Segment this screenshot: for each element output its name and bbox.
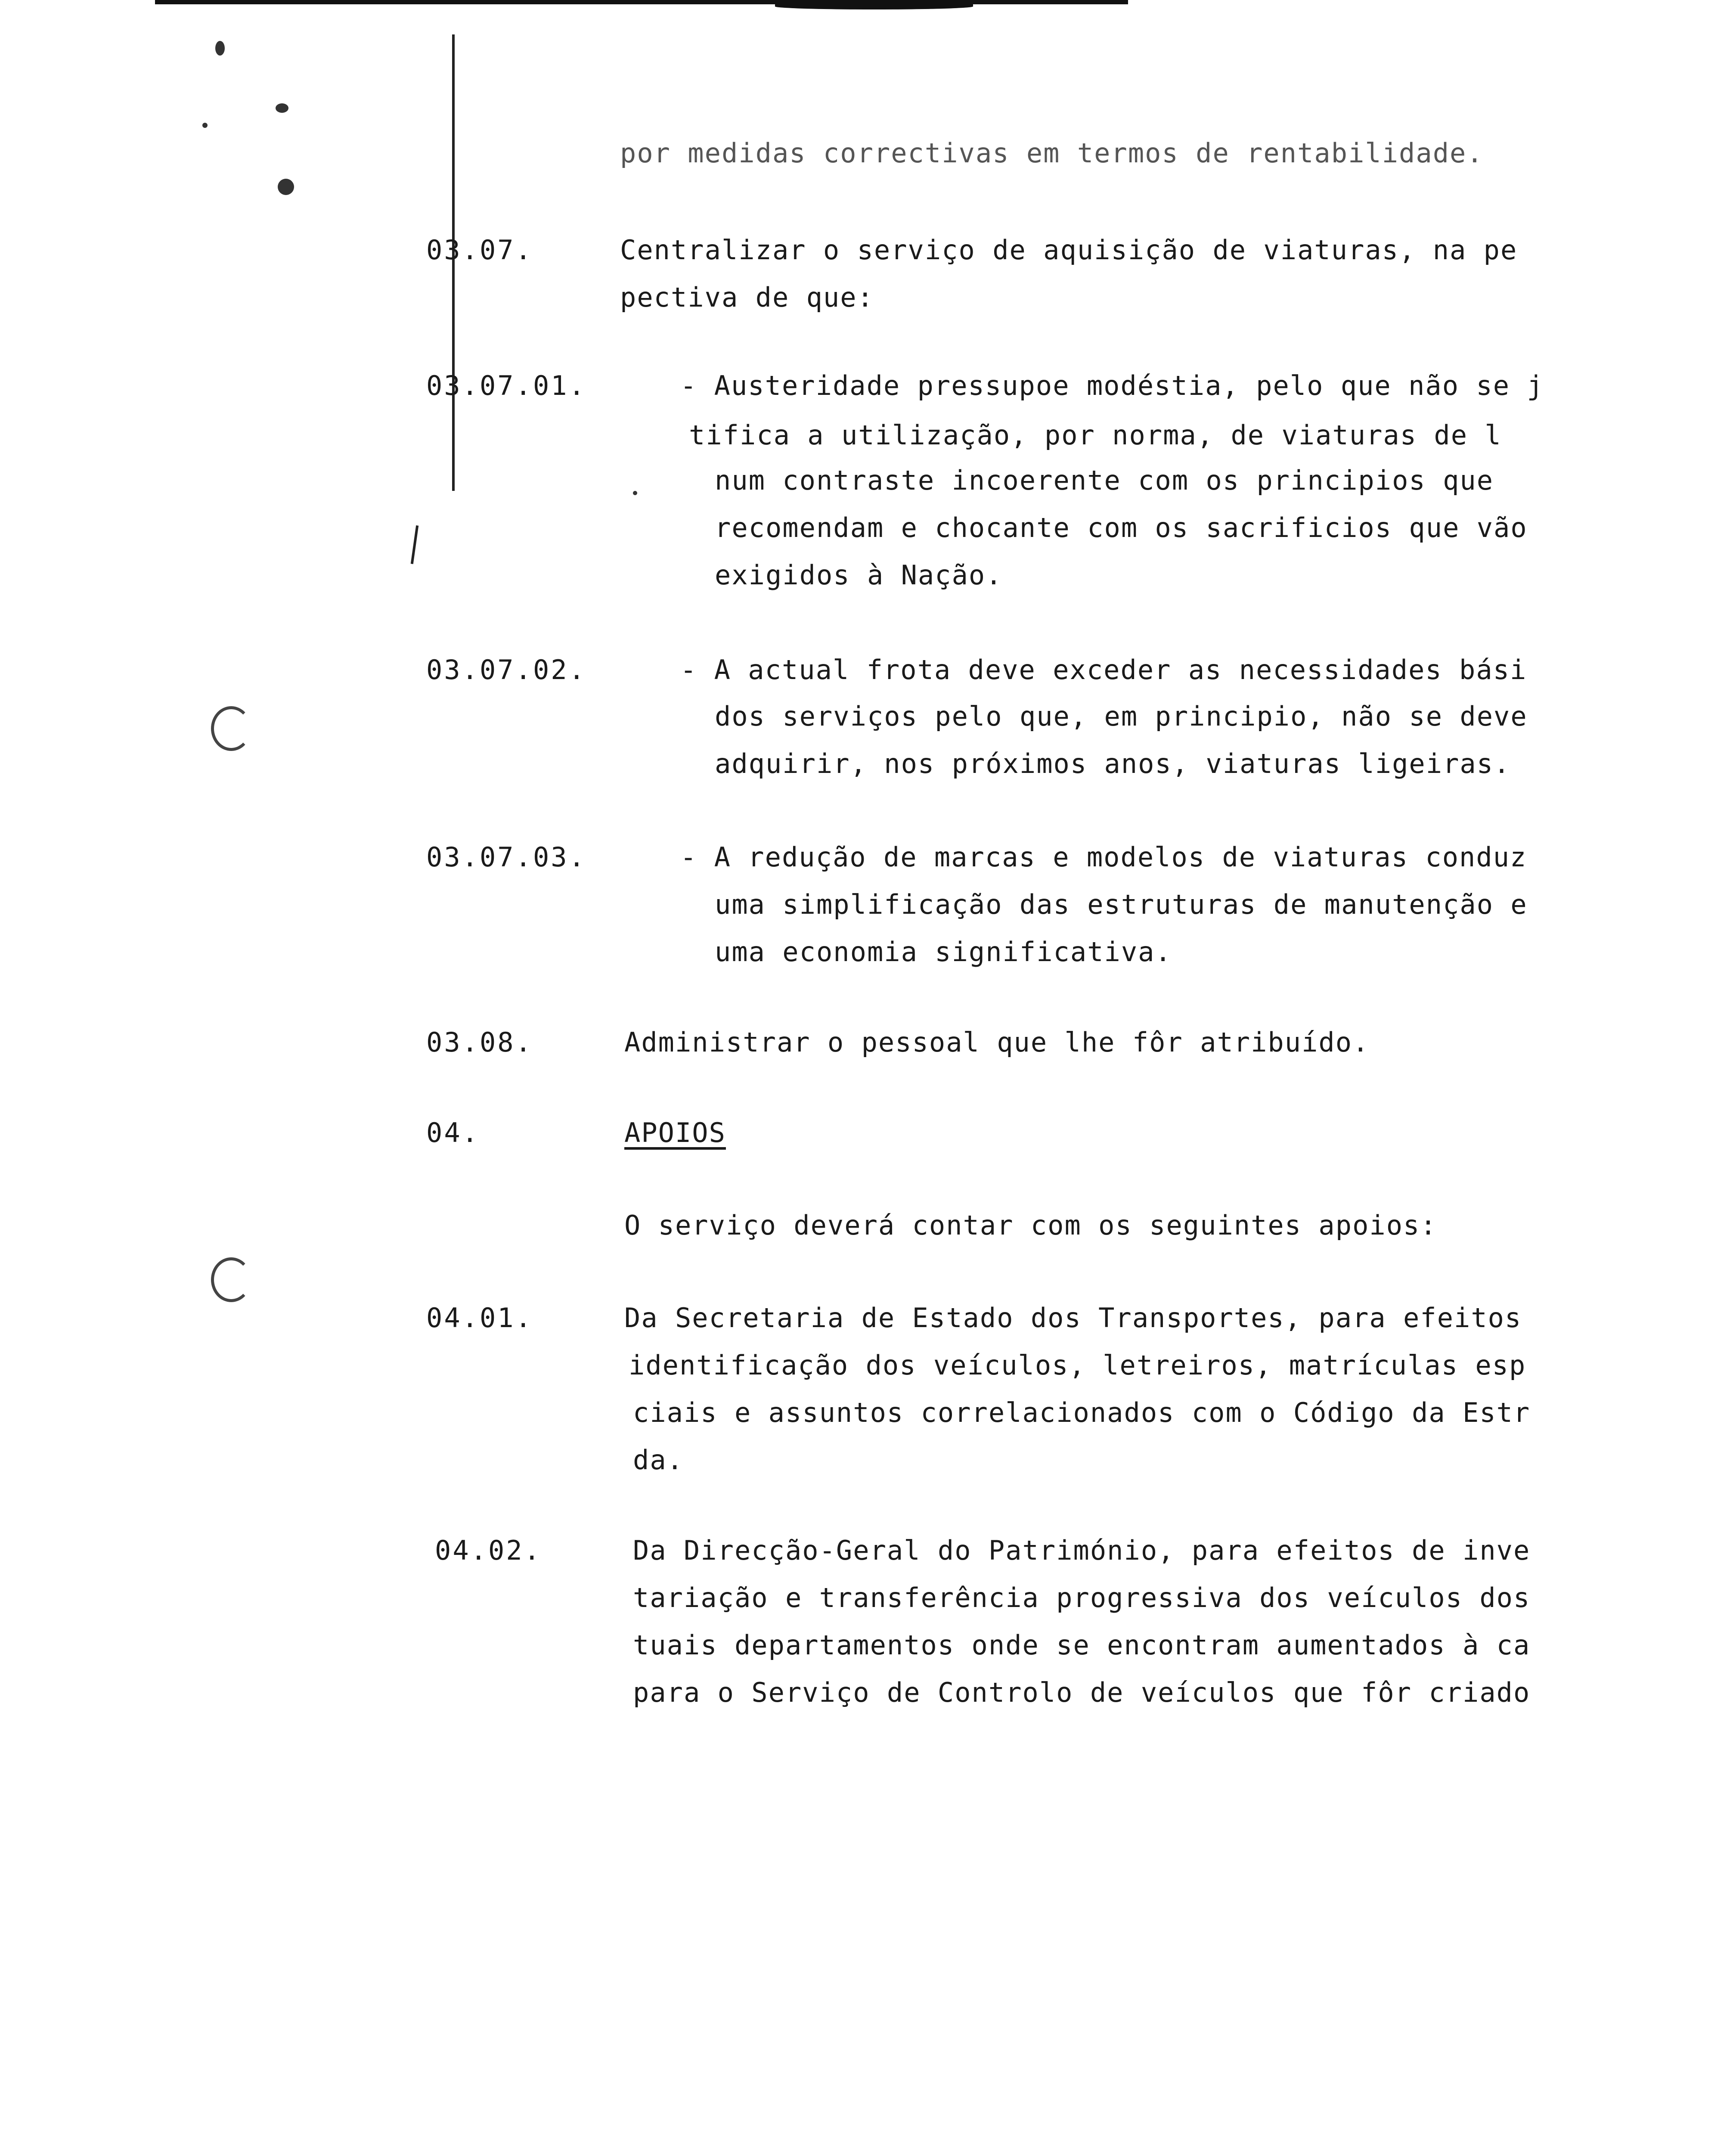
text-line: para o Serviço de Controlo de veículos que fôr criado (633, 1677, 1531, 1708)
text-line: - Austeridade pressupoe modéstia, pelo que não se j (680, 370, 1544, 401)
text-line: uma economia significativa. (715, 936, 1172, 968)
text-line: - A redução de marcas e modelos de viaturas conduz (680, 841, 1527, 873)
text-line: pectiva de que: (620, 282, 874, 313)
section-number: 03.08. (426, 1027, 533, 1058)
ink-speck (276, 103, 288, 113)
text-line: identificação dos veículos, letreiros, matrículas esp (629, 1350, 1526, 1381)
ink-speck (278, 179, 294, 195)
text-line: uma simplificação das estruturas de manutenção e (715, 889, 1528, 920)
ink-speck (202, 123, 208, 128)
top-border-smudge (775, 3, 973, 9)
section-number: 04.02. (435, 1535, 542, 1566)
section-heading: APOIOS (624, 1117, 726, 1148)
section-number: 04. (426, 1117, 480, 1148)
text-line: ciais e assuntos correlacionados com o Código da Estr (633, 1397, 1531, 1428)
text-line: tuais departamentos onde se encontram aumentados à ca (633, 1629, 1531, 1661)
text-line: da. (633, 1444, 684, 1476)
text-line: num contraste incoerente com os principios que (715, 465, 1494, 496)
text-line: tariação e transferência progressiva dos veículos dos (633, 1582, 1531, 1613)
section-number: 03.07.02. (426, 654, 586, 686)
section-number: 03.07.03. (426, 841, 586, 873)
text-line: recomendam e chocante com os sacrificios que vão (715, 512, 1528, 543)
section-number: 04.01. (426, 1302, 533, 1334)
section-number: 03.07.01. (426, 370, 586, 401)
text-line: O serviço deverá contar com os seguintes apoios: (624, 1210, 1437, 1241)
text-line: Centralizar o serviço de aquisição de viaturas, na pe (620, 234, 1518, 266)
top-border-line (155, 0, 1128, 4)
text-line: exigidos à Nação. (715, 559, 1003, 591)
punch-hole-top-icon (211, 706, 251, 751)
text-line: Da Secretaria de Estado dos Transportes, para efeitos (624, 1302, 1522, 1334)
text-line: tifica a utilização, por norma, de viaturas de l (689, 419, 1502, 451)
text-line: - A actual frota deve exceder as necessidades bási (680, 654, 1527, 686)
text-line: Administrar o pessoal que lhe fôr atribuído. (624, 1027, 1370, 1058)
text-line: adquirir, nos próximos anos, viaturas ligeiras. (715, 748, 1511, 779)
ink-speck (633, 491, 637, 495)
ink-speck (215, 41, 225, 56)
text-line: por medidas correctivas em termos de rentabilidade. (620, 137, 1484, 169)
text-line: Da Direcção-Geral do Património, para efeitos de inve (633, 1535, 1531, 1566)
text-line: dos serviços pelo que, em principio, não se deve (715, 701, 1528, 732)
punch-hole-bottom-icon (211, 1257, 251, 1302)
margin-pen-mark (411, 525, 418, 564)
section-number: 03.07. (426, 234, 533, 266)
